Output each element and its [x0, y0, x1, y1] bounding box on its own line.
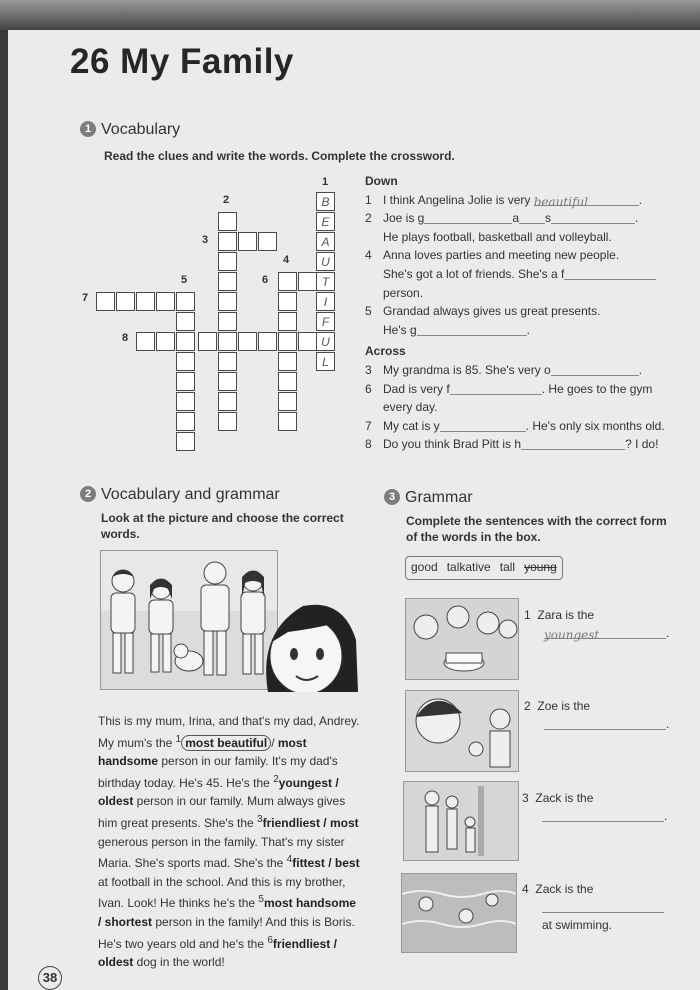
crossword-cell[interactable] — [176, 432, 195, 451]
crossword-cell[interactable] — [176, 372, 195, 391]
chosen-answer[interactable]: most beautiful — [181, 735, 271, 751]
crossword-cell[interactable] — [116, 292, 135, 311]
section-3-header — [384, 489, 473, 507]
picture-birthday-cake — [405, 598, 519, 680]
crossword-cell[interactable] — [278, 392, 297, 411]
crossword-cell[interactable] — [198, 332, 217, 351]
section-number-badge: 1 — [80, 121, 96, 137]
grammar-item-4: 4 Zack is the at swimming. — [522, 880, 664, 934]
clue-down-2: 2 Joe is g a s . He plays football, basketball and volleyball. — [365, 211, 639, 244]
crossword-answer-letter[interactable]: E — [316, 212, 335, 231]
page-title: 26 My Family — [70, 42, 294, 81]
crossword-answer-letter[interactable]: U — [316, 332, 335, 351]
crossword-cell[interactable] — [136, 332, 155, 351]
answer-field[interactable] — [551, 363, 639, 376]
crossword-cell[interactable] — [136, 292, 155, 311]
crossword-clue-number: 3 — [202, 234, 209, 246]
crossword-cell[interactable] — [218, 252, 237, 271]
crossword-answer-letter[interactable]: T — [316, 272, 335, 291]
crossword-cell[interactable] — [218, 392, 237, 411]
clue-across-6: 6 Dad is very f . He goes to the gym every day. — [365, 381, 653, 415]
clue-down-4: 4 Anna loves parties and meeting new people. She's got a lot of friends. She's a f person. — [365, 246, 685, 302]
section-1-header — [80, 121, 180, 139]
answer-field[interactable] — [440, 419, 526, 432]
crossword-cell[interactable] — [176, 352, 195, 371]
grammar-item-1: 1 Zara is the youngest . — [524, 608, 670, 642]
crossword-cell[interactable] — [238, 232, 257, 251]
crossword-cell[interactable] — [278, 412, 297, 431]
crossword-answer-letter[interactable]: L — [316, 352, 335, 371]
crossword-cell[interactable] — [176, 332, 195, 351]
grammar-item-3: 3 Zack is the . — [522, 791, 668, 823]
crossword-cell[interactable] — [218, 372, 237, 391]
word-box-item-used: young — [524, 560, 557, 574]
word-box-item: tall — [499, 560, 516, 574]
answer-field[interactable] — [542, 809, 664, 822]
word-box — [405, 556, 563, 580]
crossword-cell[interactable] — [156, 332, 175, 351]
word-box-item: talkative — [446, 560, 491, 574]
crossword-clue-number: 1 — [322, 176, 329, 188]
crossword-cell[interactable] — [218, 232, 237, 251]
crossword-cell[interactable] — [258, 232, 277, 251]
crossword-cell[interactable] — [96, 292, 115, 311]
crossword-clue-number: 5 — [181, 274, 188, 286]
crossword-clues — [365, 172, 685, 454]
crossword-cell[interactable] — [218, 212, 237, 231]
choice-option[interactable]: friendliest / oldest — [98, 936, 337, 970]
family-story-text: This is my mum, Irina, and that's my dad, Andrey. My mum's the $^1$ most beautiful / most handsome person in our family. It's my dad's birthday today. He's 45. He's the $^2$youngest / oldest person in our family. Mum always gives him great presents. She's the $^3$friendliest / most generous person in the family. That's my sister Maria. She's sports mad. She's the $^4$fittest / best at football in the school. And this is my brother, Ivan. Look! He thinks he's the $^5$most handsome / shortest person in the family! And this is Boris. He's two years old and he's the $^6$friendliest / oldest dog in the world! — [98, 714, 360, 970]
down-heading: Down — [365, 174, 398, 188]
crossword-cell[interactable] — [238, 332, 257, 351]
answer-field[interactable] — [544, 717, 666, 730]
answer-field[interactable]: beautiful — [534, 193, 639, 206]
crossword-cell[interactable] — [218, 312, 237, 331]
answer-field[interactable] — [519, 211, 545, 224]
clue-down-5: 5 Grandad always gives us great presents. He's g . — [365, 304, 601, 337]
crossword-cell[interactable] — [176, 412, 195, 431]
choice-option[interactable]: fittest / best — [292, 856, 360, 871]
answer-field[interactable] — [564, 267, 656, 280]
section-number-badge: 3 — [384, 489, 400, 505]
crossword-cell[interactable] — [278, 332, 297, 351]
crossword-cell[interactable] — [278, 272, 297, 291]
clue-across-7: 7 My cat is y . He's only six months old. — [365, 418, 665, 433]
crossword-cell[interactable] — [218, 412, 237, 431]
picture-talking-girl — [405, 690, 519, 772]
crossword-cell[interactable] — [176, 312, 195, 331]
crossword-answer-letter[interactable]: I — [316, 292, 335, 311]
crossword-clue-number: 8 — [122, 332, 129, 344]
crossword-cell[interactable] — [278, 372, 297, 391]
crossword-cell[interactable] — [258, 332, 277, 351]
crossword-answer-letter[interactable]: A — [316, 232, 335, 251]
crossword-answer-letter[interactable]: U — [316, 252, 335, 271]
across-heading: Across — [365, 344, 406, 359]
answer-field[interactable]: youngest — [544, 626, 666, 639]
crossword-cell[interactable] — [298, 332, 317, 351]
clue-down-1: 1 I think Angelina Jolie is very beautiful . — [365, 192, 643, 209]
crossword-cell[interactable] — [176, 292, 195, 311]
crossword-clue-number: 7 — [82, 292, 89, 304]
crossword-cell[interactable] — [278, 312, 297, 331]
crossword-answer-letter[interactable]: B — [316, 192, 335, 211]
answer-field[interactable] — [424, 211, 512, 224]
section-heading: Grammar — [405, 489, 473, 506]
section-number-badge: 2 — [80, 486, 96, 502]
answer-field[interactable] — [542, 900, 664, 913]
crossword-cell[interactable] — [278, 292, 297, 311]
choice-option[interactable]: youngest / oldest — [98, 775, 339, 809]
section-3-instruction: Complete the sentences with the correct form of the words in the box. — [406, 514, 667, 544]
picture-swimming — [401, 873, 517, 953]
crossword-clue-number: 2 — [223, 194, 230, 206]
section-1-instruction: Read the clues and write the words. Complete the crossword. — [104, 149, 455, 163]
crossword-clue-number: 4 — [283, 254, 290, 266]
section-2-header — [80, 486, 280, 504]
choice-option[interactable]: friendliest / most — [262, 815, 359, 830]
crossword-cell[interactable] — [156, 292, 175, 311]
crossword-cell[interactable] — [176, 392, 195, 411]
word-box-item: good — [411, 560, 438, 574]
crossword-cell[interactable] — [218, 332, 237, 351]
section-2-instruction: Look at the picture and choose the correct words. — [101, 511, 344, 541]
crossword-clue-number: 6 — [262, 274, 269, 286]
crossword-cell[interactable] — [278, 352, 297, 371]
choice-option[interactable]: most handsome — [98, 735, 307, 769]
answer-field[interactable] — [551, 211, 635, 224]
crossword-cell[interactable] — [218, 272, 237, 291]
grammar-item-2: 2 Zoe is the . — [524, 699, 670, 731]
clue-across-3: 3 My grandma is 85. She's very o . — [365, 362, 643, 377]
page-number: 38 — [38, 966, 62, 990]
section-heading: Vocabulary — [101, 121, 181, 138]
girl-narrator-illustration — [248, 592, 360, 692]
answer-field[interactable] — [450, 382, 542, 395]
scan-top-edge — [0, 0, 700, 30]
crossword-cell[interactable] — [218, 352, 237, 371]
picture-tall-boy — [403, 781, 519, 861]
section-heading: Vocabulary and grammar — [101, 486, 280, 503]
crossword-cell[interactable] — [218, 292, 237, 311]
answer-field[interactable] — [521, 437, 625, 450]
crossword-answer-letter[interactable]: F — [316, 312, 335, 331]
answer-field[interactable] — [417, 323, 527, 336]
crossword-cell[interactable] — [298, 272, 317, 291]
choice-option[interactable]: most handsome / shortest — [98, 896, 356, 929]
clue-across-8: 8 Do you think Brad Pitt is h ? I do! — [365, 437, 659, 452]
